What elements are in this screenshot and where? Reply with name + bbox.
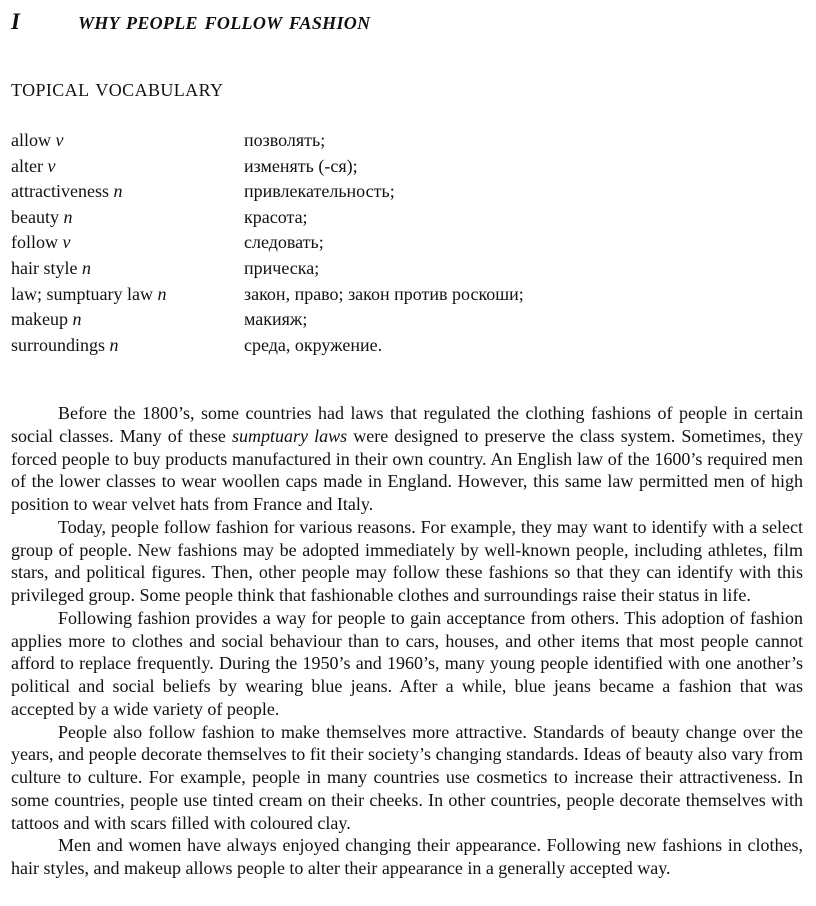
term-word: makeup <box>11 309 68 330</box>
vocabulary-term <box>11 256 91 282</box>
vocabulary-translation: красота; <box>244 206 308 227</box>
vocabulary-item <box>11 205 801 231</box>
vocabulary-item <box>11 154 801 180</box>
vocabulary-term <box>11 230 71 256</box>
term-word: attractiveness <box>11 181 109 202</box>
vocabulary-translation: привлекательность; <box>244 181 395 202</box>
vocabulary-term <box>11 205 72 231</box>
paragraph-1-after: were designed to preserve the class system. Sometimes, they forced people to buy products manufactured in their own country. An English law of the 1600’s required men of the lower classes to wear woollen caps made in England. However, this same law permitted men of high position to wear velvet hats from France and Italy. <box>11 425 803 514</box>
term-word: hair style <box>11 257 78 278</box>
vocabulary-item <box>11 307 801 333</box>
vocabulary-term <box>11 154 55 180</box>
paragraph-4: People also follow fashion to make themselves more attractive. Standards of beauty change over the years, and people decorate themselves to fit their society’s changing standards. Ideas of beauty also vary from culture to culture. For example, people in many countries use cosmetics to increase their attractiveness. In some countries, people use tinted cream on their cheeks. In other countries, people decorate themselves with tattoos and with scars filled with coloured clay. <box>11 721 803 833</box>
vocabulary-item <box>11 333 801 359</box>
part-of-speech: n <box>157 283 167 304</box>
vocabulary-translation: следовать; <box>244 232 324 253</box>
term-word: surroundings <box>11 334 105 355</box>
part-of-speech: n <box>72 309 82 330</box>
sumptuary-laws-term: sumptuary laws <box>232 425 348 446</box>
vocabulary-translation: позволять; <box>244 130 326 150</box>
vocabulary-term <box>11 333 119 359</box>
vocabulary-translation: среда, окружение. <box>244 334 383 355</box>
vocabulary-term <box>11 282 166 308</box>
vocabulary-translation: изменять (-ся); <box>244 155 358 176</box>
vocabulary-item <box>11 256 801 282</box>
chapter-number: I <box>11 9 20 34</box>
term-word: allow <box>11 130 51 150</box>
vocabulary-item <box>11 282 801 308</box>
vocabulary-translation: закон, право; закон против роскоши; <box>244 283 524 304</box>
vocabulary-item <box>11 128 801 154</box>
part-of-speech: v <box>62 232 71 253</box>
vocabulary-translation: макияж; <box>244 309 308 330</box>
paragraph-5: Men and women have always enjoyed changing their appearance. Following new fashions in clothes, hair styles, and makeup allows people to alter their appearance in a generally accepted way. <box>11 835 803 878</box>
vocabulary-term <box>11 128 64 154</box>
paragraph-1 <box>11 402 803 516</box>
paragraph-2: Today, people follow fashion for various reasons. For example, they may want to identify with a select group of people. New fashions may be adopted immediately by well-known people, including athletes, film stars, and political figures. Then, other people may follow these fashions so that they can identify with this privileged group. Some people think that fashionable clothes and surroundings raise their status in life. <box>11 516 803 605</box>
vocabulary-item <box>11 230 801 256</box>
term-word: beauty <box>11 206 59 227</box>
term-word: follow <box>11 232 58 253</box>
paragraph-1-before: Before the 1800’s, some countries had laws that regulated the clothing fashions of people in certain social classes. Many of these <box>11 403 803 446</box>
vocabulary-translation: прическа; <box>244 257 320 278</box>
part-of-speech: n <box>113 181 123 202</box>
section-heading: TOPICAL VOCABULARY <box>11 80 224 100</box>
part-of-speech: n <box>63 206 73 227</box>
vocabulary-term <box>11 179 122 205</box>
vocabulary-term <box>11 307 81 333</box>
paragraph-3: Following fashion provides a way for people to gain acceptance from others. This adoption of fashion applies more to clothes and social behaviour than to cars, houses, and other items that most people cannot afford to replace frequently. During the 1950’s and 1960’s, many young people identified with one another’s political and social beliefs by wearing blue jeans. After a while, blue jeans became a fashion that was accepted by a wide variety of people. <box>11 607 803 719</box>
part-of-speech: v <box>47 155 56 176</box>
part-of-speech: v <box>55 130 64 150</box>
part-of-speech: n <box>109 334 119 355</box>
chapter-header <box>11 9 801 39</box>
term-word: law; sumptuary law <box>11 283 153 304</box>
vocabulary-list <box>11 128 801 358</box>
article-body <box>11 402 803 880</box>
term-word: alter <box>11 155 43 176</box>
vocabulary-item <box>11 179 801 205</box>
chapter-title: WHY PEOPLE FOLLOW FASHION <box>78 13 371 33</box>
part-of-speech: n <box>81 257 91 278</box>
